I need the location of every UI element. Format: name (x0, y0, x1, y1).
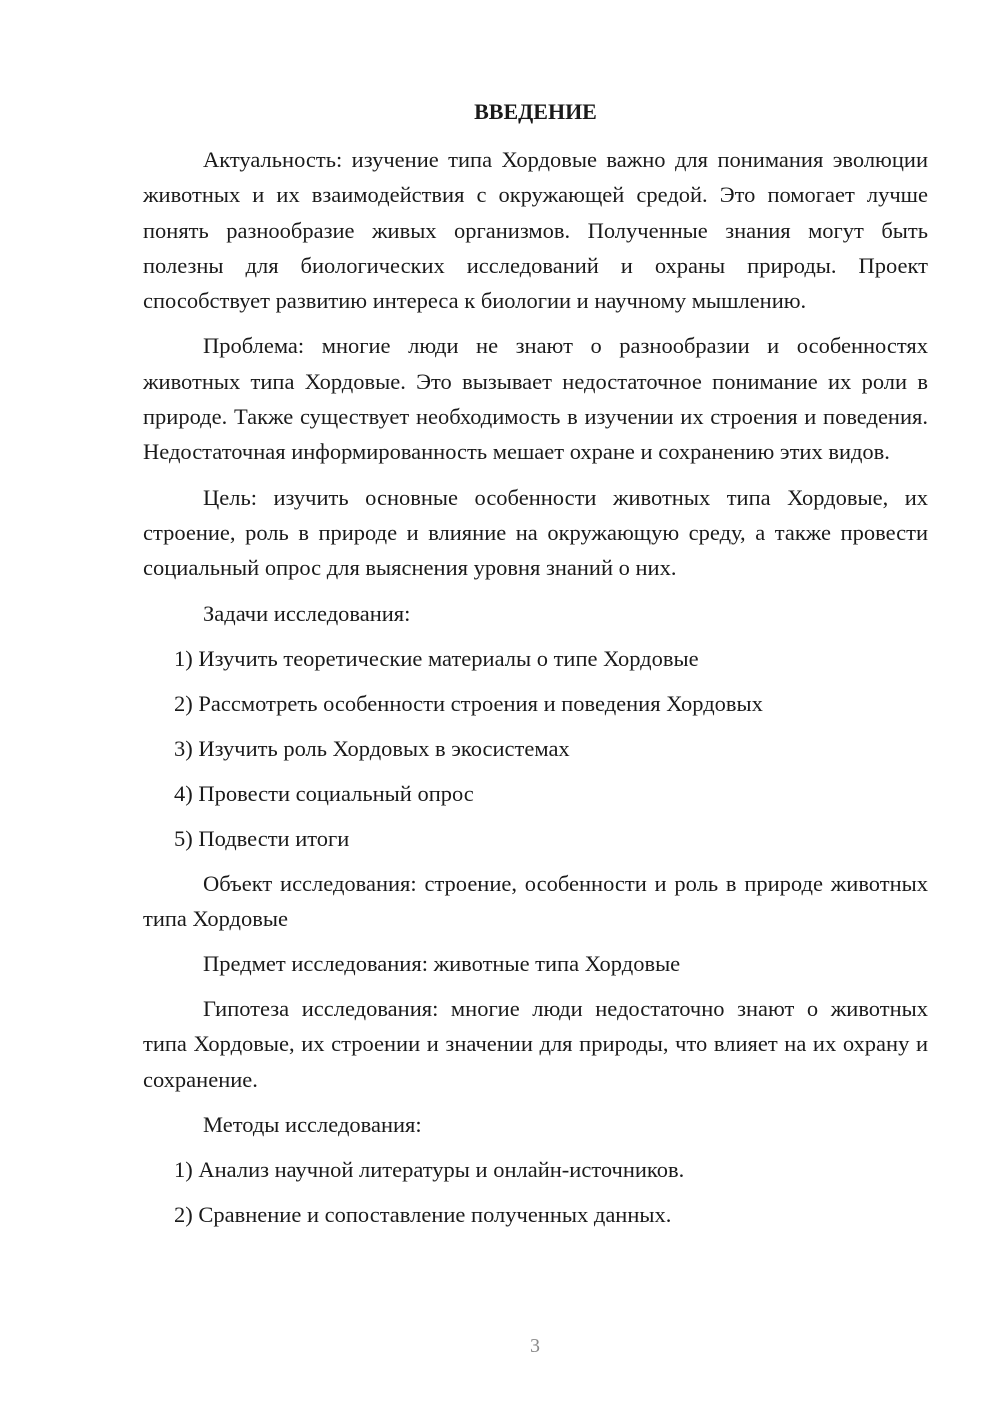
method-item: 2) Сравнение и сопоставление полученных данных. (174, 1202, 672, 1228)
task-item: 3) Изучить роль Хордовых в экосистемах (174, 735, 570, 761)
subject-paragraph: Предмет исследования: животные типа Хордовые (203, 951, 681, 977)
problem-paragraph: Проблема: многие люди не знают о разнообразии и особенностях животных типа Хордовые. Это вызывает недостаточное понимание их роли в природе. Также существует необходимость в изучении их строения и поведения. Недостаточная информированность мешает охране и сохранению этих видов. (143, 333, 928, 465)
task-item: 4) Провести социальный опрос (174, 780, 474, 806)
page-number: 3 (530, 1335, 540, 1357)
goal-paragraph: Цель: изучить основные особенности животных типа Хордовые, их строение, роль в природе и влияние на окружающую среду, а также провести социальный опрос для выяснения уровня знаний о них. (143, 484, 928, 581)
methods-heading: Методы исследования: (203, 1112, 422, 1138)
relevance-paragraph: Актуальность: изучение типа Хордовые важно для понимания эволюции животных и их взаимодействия с окружающей средой. Это помогает лучше понять разнообразие живых организмов. Полученные знания могут быть полезны для биологических исследований и охраны природы. Проект способствует развитию интереса к биологии и научному мышлению. (143, 147, 928, 314)
task-item: 5) Подвести итоги (174, 825, 350, 851)
task-item: 1) Изучить теоретические материалы о типе Хордовые (174, 645, 699, 671)
object-paragraph: Объект исследования: строение, особенности и роль в природе животных типа Хордовые (143, 870, 928, 931)
document-page (143, 96, 928, 1242)
method-item: 1) Анализ научной литературы и онлайн-источников. (174, 1157, 685, 1183)
task-item: 2) Рассмотреть особенности строения и поведения Хордовых (174, 690, 763, 716)
hypothesis-paragraph: Гипотеза исследования: многие люди недостаточно знают о животных типа Хордовые, их строении и значении для природы, что влияет на их охрану и сохранение. (143, 996, 928, 1092)
page-title: ВВЕДЕНИЕ (474, 99, 597, 124)
tasks-heading: Задачи исследования: (203, 600, 411, 626)
